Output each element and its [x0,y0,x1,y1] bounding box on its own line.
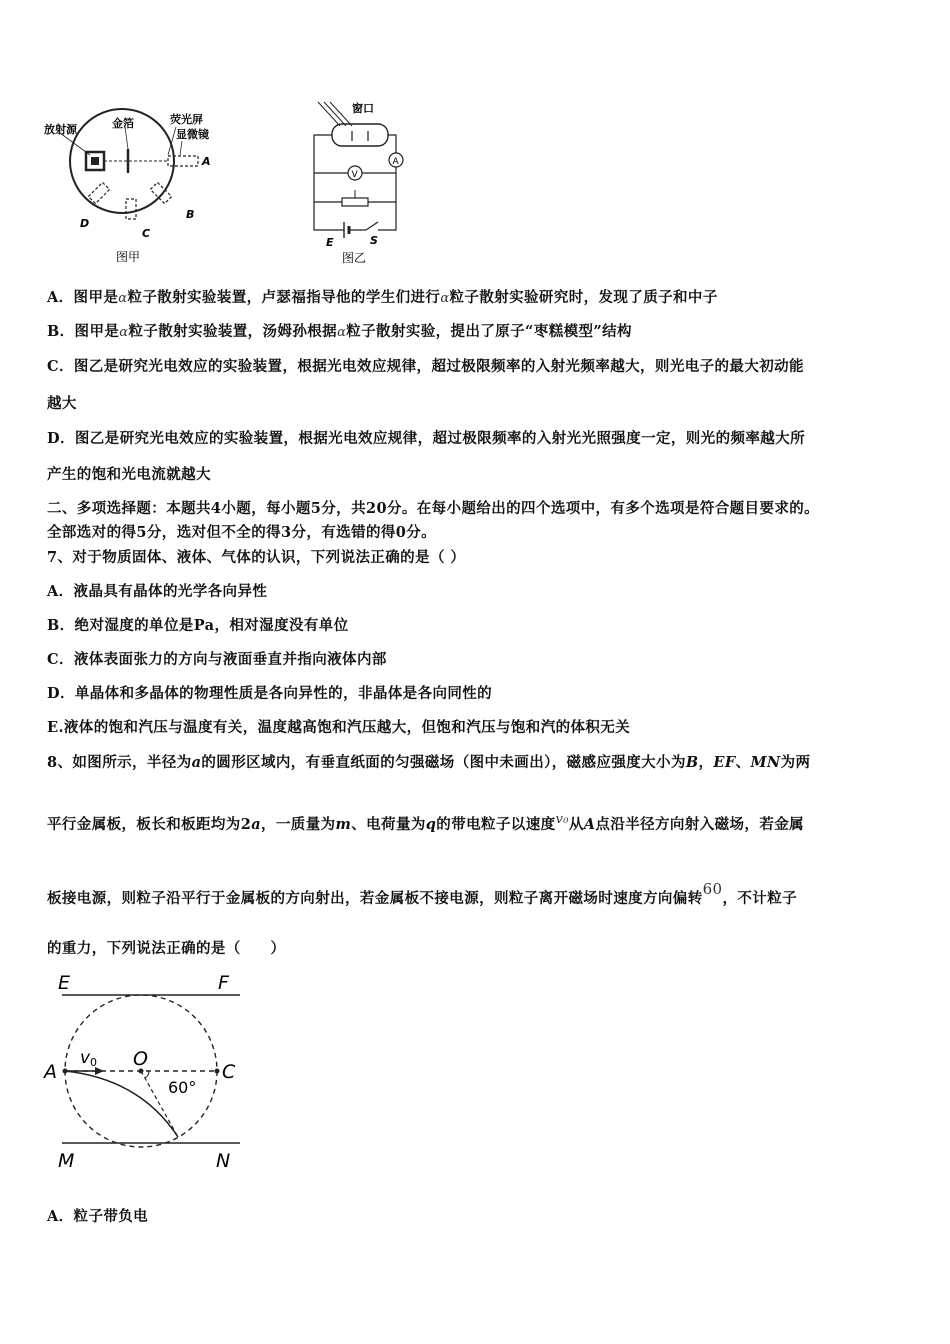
label-pos-a: A [202,155,211,168]
label-a: A [44,1061,57,1083]
label-switch: S [370,234,378,247]
figure-alpha-scattering [40,105,220,265]
figure-magnetic-field [40,965,250,1175]
q6-option-a: A．图甲是α粒子散射实验装置，卢瑟福指导他的学生们进行α粒子散射实验研究时，发现了质子和中子 [47,289,718,306]
point-a [63,1069,68,1074]
section2-heading: 二、多项选择题：本题共4小题，每小题5分，共20分。在每小题给出的四个选项中，有多个选项是符合题目要求的。 [47,500,820,517]
label-f: F [218,972,229,994]
photocell-tube [332,124,388,146]
label-e: E [58,972,71,994]
source-core [91,157,99,165]
q7-option-c: C．液体表面张力的方向与液面垂直并指向液体内部 [47,651,387,668]
label-v0-subscript: 0 [90,1056,97,1069]
label-angle: 60° [168,1078,197,1097]
label-source: 放射源 [44,123,77,136]
label-n: N [216,1150,231,1172]
foil-leader [125,127,128,149]
q7-option-a: A．液晶具有晶体的光学各向异性 [47,583,268,600]
label-microscope: 显微镜 [176,128,209,141]
voltmeter-label: V [351,170,358,180]
label-c: C [222,1061,236,1083]
microscope-a [168,156,198,166]
label-screen: 荧光屏 [170,113,203,126]
label-battery: E [326,236,334,249]
q6-option-d: D．图乙是研究光电效应的实验装置，根据光电效应规律，超过极限频率的入射光光照强度一定，则光的频率越大所 [47,430,805,447]
circuit-left [314,135,344,230]
rheostat [342,198,368,206]
q6-option-b: B．图甲是α粒子散射实验装置，汤姆孙根据α粒子散射实验，提出了原子“枣糕模型”结构 [47,323,632,340]
label-pos-c: C [142,227,151,240]
switch-blade [366,222,378,230]
caption-yi: 图乙 [342,251,367,265]
q7-option-e: E.液体的饱和汽压与温度有关，温度越高饱和汽压越大，但饱和汽压与饱和汽的体积无关 [47,719,631,736]
label-window: 窗口 [352,102,374,115]
light-ray [318,102,340,126]
label-pos-d: D [80,217,90,230]
q6-option-c: C．图乙是研究光电效应的实验装置，根据光电效应规律，超过极限频率的入射光频率越大，则光电子的最大初动能 [47,358,804,375]
microscope-leader [180,141,182,155]
label-pos-b: B [186,208,195,221]
section2-scoring: 全部选对的得5分，选对但不全的得3分，有选错的得0分。 [47,524,437,541]
q8-stem-line4: 的重力，下列说法正确的是（ ） [47,940,286,957]
q8-option-a: A．粒子带负电 [47,1208,149,1225]
q8-stem-line3: 板接电源，则粒子沿平行于金属板的方向射出，若金属板不接电源，则粒子离开磁场时速度方向偏转60，不计粒子 [47,880,797,907]
source-leader [60,133,90,155]
q8-stem-line1: 8、如图所示，半径为a的圆形区域内，有垂直纸面的匀强磁场（图中未画出），磁感应强度大小为B，EF、MN为两 [47,754,811,771]
light-ray [330,102,352,126]
label-m: M [58,1150,75,1172]
point-c [215,1069,220,1074]
label-o: O [133,1048,148,1070]
microscope-c [126,199,136,219]
angle-arc [145,1071,149,1078]
q6-option-c-cont: 越大 [47,395,77,412]
q7-stem: 7、对于物质固体、液体、气体的认识，下列说法正确的是（ ） [47,549,466,566]
ammeter-label: A [392,157,399,167]
q7-option-d: D．单晶体和多晶体的物理性质是各向异性的，非晶体是各向同性的 [47,685,493,702]
figure-photoelectric [300,98,420,266]
label-foil: 金箔 [112,117,134,130]
light-ray [324,102,346,126]
microscope-d [88,182,109,203]
particle-trajectory [65,1071,178,1137]
caption-jia: 图甲 [116,250,141,264]
circuit-right [378,135,396,230]
q8-stem-line2: 平行金属板，板长和板距均为2a，一质量为m、电荷量为q的带电粒子以速度v₀从A点沿半径方向射入磁场，若金属 [47,812,805,833]
label-v0: v [80,1048,91,1068]
q7-option-b: B．绝对湿度的单位是Pa，相对湿度没有单位 [47,617,349,634]
q6-option-d-cont: 产生的饱和光电流就越大 [47,466,211,483]
